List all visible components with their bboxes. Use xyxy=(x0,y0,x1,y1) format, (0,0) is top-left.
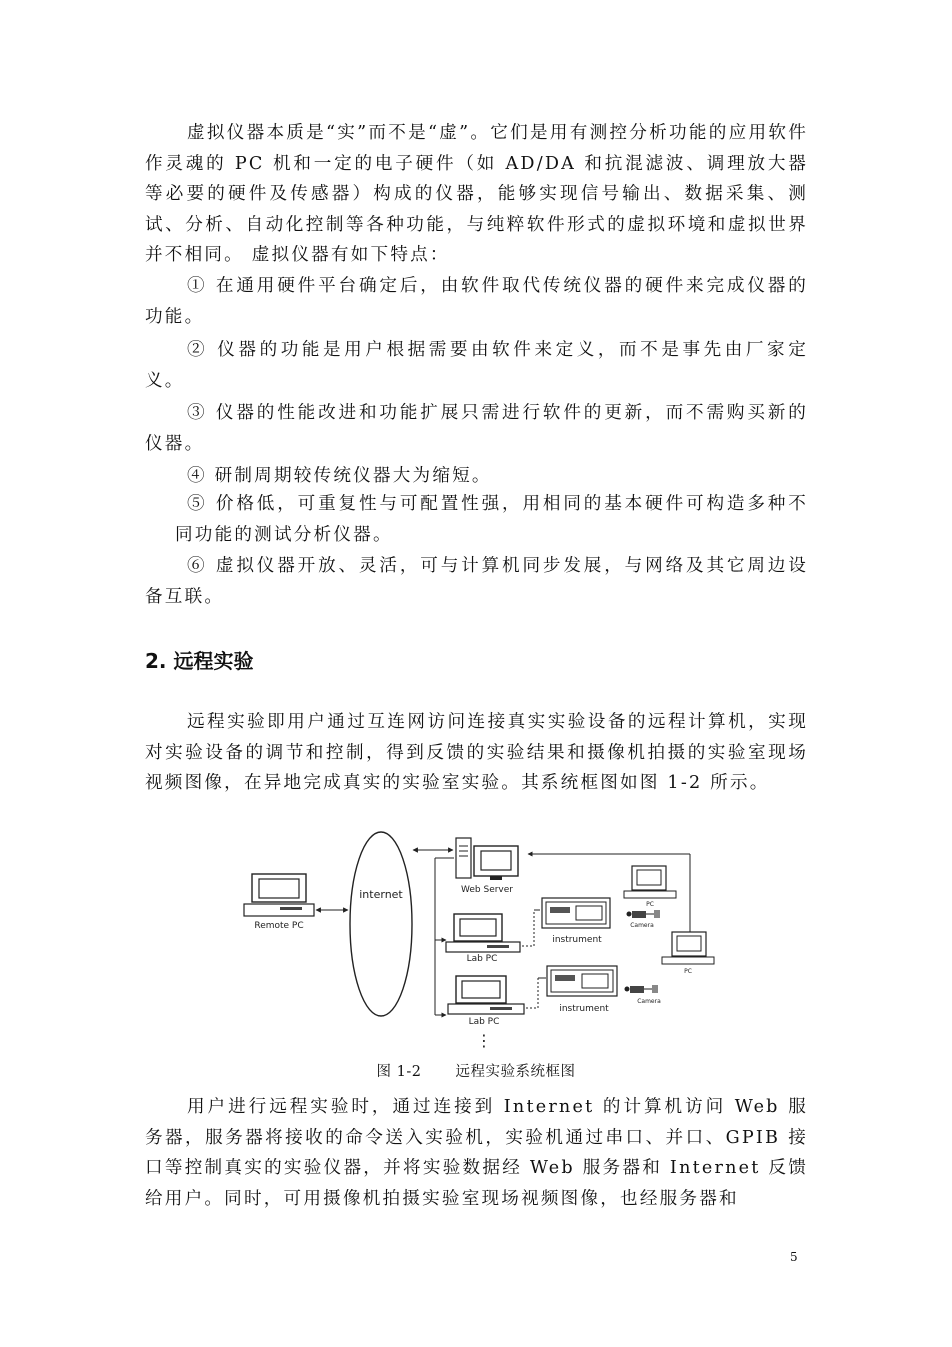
feature-item-1: ① 在通用硬件平台确定后，由软件取代传统仪器的硬件来完成仪器的功能。 xyxy=(145,276,808,327)
lab-pc-2-icon xyxy=(448,976,524,1014)
figure-number: 图 1-2 xyxy=(376,1064,422,1080)
feature-item-2: ② 仪器的功能是用户根据需要由软件来定义，而不是事先由厂家定义。 xyxy=(145,340,808,391)
figure-title: 远程实验系统框图 xyxy=(455,1064,576,1080)
paragraph-intro: 虚拟仪器本质是“实”而不是“虚”。它们是用有测控分析功能的应用软件作灵魂的 PC 机和一定的电子硬件（如 AD/DA 和抗混滤波、调理放大器等必要的硬件及传感器）构成的仪器，能够实现信号输出、数据采集、测试、分析、自动化控制等各种功能，与纯粹软件形式的虚拟环境和虚拟世界并不相同。 虚拟仪器有如下特点： xyxy=(145,123,808,265)
internet-cloud xyxy=(350,832,412,1016)
pc-2-label: PC xyxy=(684,968,692,975)
web-server-label: Web Server xyxy=(461,885,513,895)
camera-2-label: Camera xyxy=(637,998,661,1005)
instrument-2-icon xyxy=(547,966,617,996)
camera-1-icon xyxy=(627,910,661,918)
figure-caption xyxy=(0,1060,952,1081)
instrument-2-label: instrument xyxy=(559,1004,609,1014)
lab-pc-2-label: Lab PC xyxy=(468,1017,500,1027)
remote-pc-icon xyxy=(244,874,314,916)
remote-pc-label: Remote PC xyxy=(254,921,304,931)
internet-label: internet xyxy=(359,888,403,901)
camera-pc-1-icon xyxy=(624,866,676,898)
pc-1-label: PC xyxy=(646,901,654,908)
feature-item-3: ③ 仪器的性能改进和功能扩展只需进行软件的更新，而不需购买新的仪器。 xyxy=(145,403,808,454)
camera-pc-2-icon xyxy=(662,932,714,964)
paragraph-usage: 用户进行远程实验时，通过连接到 Internet 的计算机访问 Web 服务器，服务器将接收的命令送入实验机，实验机通过串口、并口、GPIB 接口等控制真实的实验仪器，并将实验数据经 Web 服务器和 Internet 反馈给用户。同时，可用摄像机拍摄实验室现场视频图像，也经服务器和 xyxy=(145,1097,808,1209)
lab-pc-1-icon xyxy=(446,914,520,952)
page-number: 5 xyxy=(790,1250,798,1264)
lab-pc-1-label: Lab PC xyxy=(466,954,498,964)
paragraph-remote-intro: 远程实验即用户通过互连网访问连接真实实验设备的远程计算机，实现对实验设备的调节和控制，得到反馈的实验结果和摄像机拍摄的实验室现场视频图像，在异地完成真实的实验室实验。其系统框图如图 1-2 所示。 xyxy=(145,712,808,793)
feature-item-5: ⑤ 价格低，可重复性与可配置性强，用相同的基本硬件可构造多种不同功能的测试分析仪器。 xyxy=(175,494,808,545)
camera-1-label: Camera xyxy=(630,922,654,929)
more-lab-pcs-ellipsis: ⋮ xyxy=(476,1031,492,1050)
camera-2-icon xyxy=(625,985,659,993)
instrument-1-icon xyxy=(542,898,610,928)
feature-item-6: ⑥ 虚拟仪器开放、灵活，可与计算机同步发展，与网络及其它周边设备互联。 xyxy=(145,556,808,607)
instrument-1-label: instrument xyxy=(552,935,602,945)
web-server-icon xyxy=(456,838,518,880)
feature-item-4: ④ 研制周期较传统仪器大为缩短。 xyxy=(187,466,492,486)
section-heading: 2. 远程实验 xyxy=(145,649,254,673)
remote-lab-diagram xyxy=(232,828,722,1053)
